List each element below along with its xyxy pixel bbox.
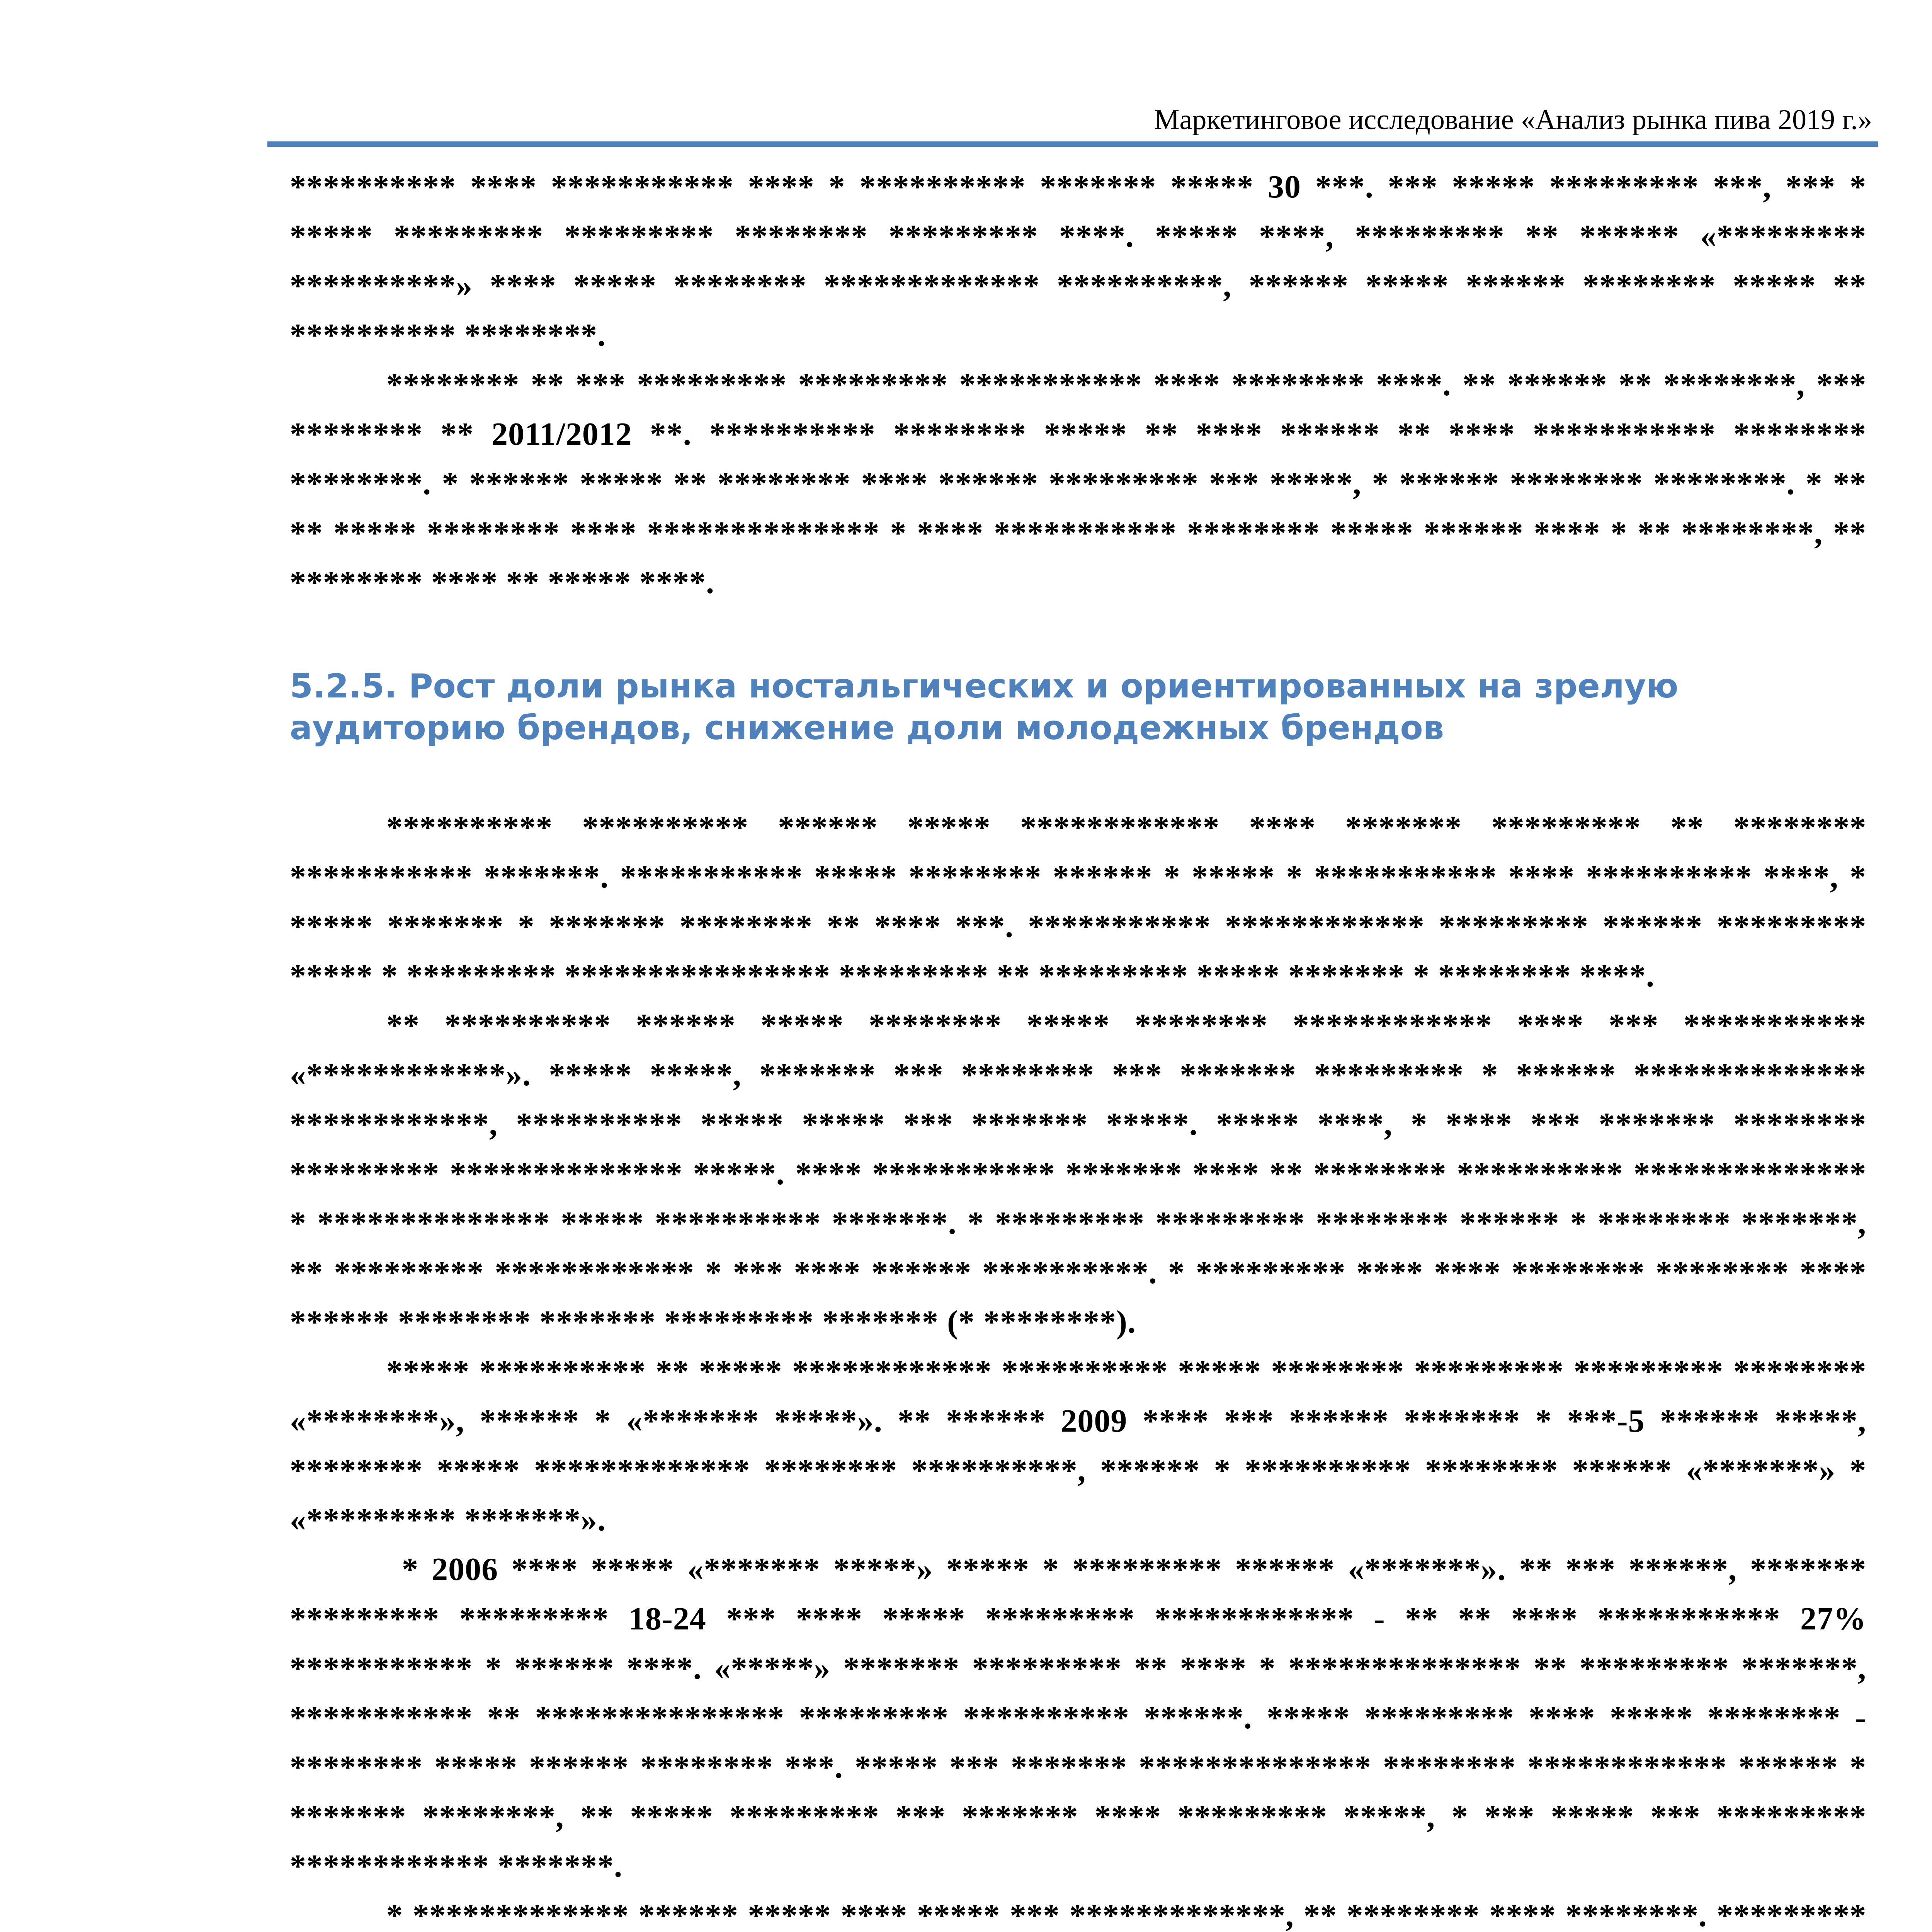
paragraph: ******** ** *** ********* ********* *********** **** ******** ****. ** ****** ** ********, *** ******** ** 2011/2012 **. ********** ******** ***** ** **** ****** ** **** *********** ******** ********. * ****** ***** ** ******** **** ****** ********* *** *****, * ****** ******** ********. * ** ** ***** ******** **** ************** * **** *********** ******** ***** ****** **** * ** ********, ** ******** **** ** ***** ****.: [290, 367, 1866, 600]
paragraph: * 2006 **** ***** «******* *****» ***** * ********* ****** «*******». ** *** ******, ******* ********* ********* 18-24 *** **** ***** ********* ************ - ** ** **** *********** 27% *********** * ****** ****. «*****» ******* ********* ** **** * ************** ** ********* *******, *********** ** *************** ********* ********** ******. ***** ********* **** ***** ******** - ******** ***** ****** ******** ***. ***** *** ******* ************** ******** ************ ****** * ******* ********, ** ***** ********* *** ******* **** ********* *****, * *** ***** *** ********* ************ *******.: [290, 1551, 1866, 1884]
document-header-title: Маркетинговое исследование «Анализ рынка пива 2019 г.»: [1154, 104, 1872, 136]
paragraph: ********** **** *********** **** * ********** ******* ***** 30 ***. *** ***** ********* ***, *** * ***** ********* ********* ******** ********* ****. ***** ****, ********* ** ****** «********* **********» **** ***** ******** ************* **********, ****** ***** ****** ******** ***** ** ********** ********.: [290, 169, 1866, 353]
header-divider: [267, 141, 1878, 147]
section-heading: 5.2.5. Рост доли рынка ностальгических и ориентированных на зрелую аудиторию брендов, снижение доли молодежных брендов: [290, 667, 1679, 747]
paragraph: ** ********** ****** ***** ******** ***** ******** ************ **** *** *********** «************». ***** *****, ******* *** ******** *** ******* ********* * ****** ************** ************, ********** ***** ***** *** ******* *****. ***** ****, * **** *** ******* ******** ********* ************** *****. **** *********** ******* **** ** ******** ********** ************** * ************** ***** ********** *******. * ********* ********* ******** ****** * ******** *******, ** ********* ************ * *** **** ****** **********. * ********* **** **** ******** ******** **** ****** ******** ******* ********* ******* (* ********).: [290, 1007, 1866, 1340]
paragraph: ***** ********** ** ***** ************ ********** ***** ******** ********* ********* ******** «********», ****** * «******* *****». ** ****** 2009 **** *** ****** ******* * ***-5 ****** *****, ******** ***** ************* ******** **********, ****** * ********** ******** ****** «*******» * «********* *******».: [290, 1354, 1866, 1538]
paragraph: * ************* ****** ***** **** ***** *** *************, ** ******** **** ********. *********: [386, 1898, 1866, 1932]
document-body: [290, 162, 1866, 1932]
paragraph: ********** ********** ****** ***** ************ **** ******* ********* ** ******** *********** *******. *********** ***** ******** ****** * ***** * *********** **** ********** ****, * ***** ******* * ******* ******** ** **** ***. *********** ************ ********* ****** ********* ***** * ********* **************** ********* ** ********* ***** ******* * ******** ****.: [290, 810, 1866, 994]
